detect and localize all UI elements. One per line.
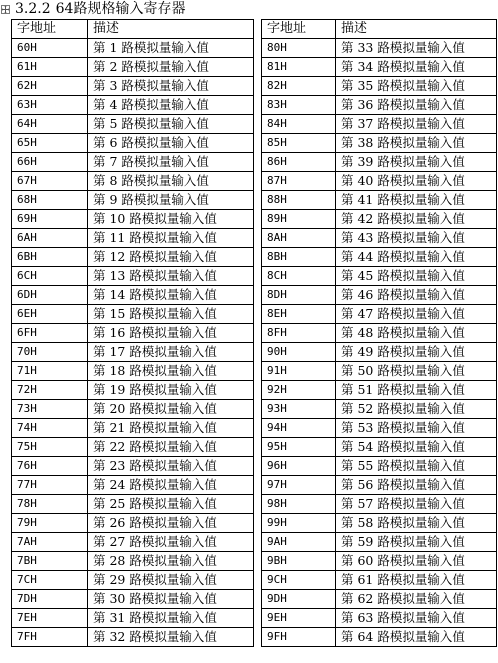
- description-cell-left: 第 8 路模拟量输入值: [88, 172, 254, 191]
- column-gap: [254, 400, 262, 419]
- column-gap: [254, 609, 262, 628]
- address-cell-left: 7EH: [12, 609, 88, 628]
- description-cell-right: 第 36 路模拟量输入值: [336, 96, 497, 115]
- table-row: [12, 96, 497, 115]
- address-cell-right: 8EH: [262, 305, 336, 324]
- table-row: [12, 457, 497, 476]
- address-cell-left: 6FH: [12, 324, 88, 343]
- table-row: [12, 438, 497, 457]
- column-gap: [254, 305, 262, 324]
- table-row: [12, 305, 497, 324]
- table-row: [12, 628, 497, 647]
- table-row: [12, 609, 497, 628]
- address-cell-right: 94H: [262, 419, 336, 438]
- address-cell-right: 87H: [262, 172, 336, 191]
- column-gap: [254, 210, 262, 229]
- description-cell-left: 第 16 路模拟量输入值: [88, 324, 254, 343]
- table-row: [12, 590, 497, 609]
- column-gap: [254, 571, 262, 590]
- table-move-handle-icon[interactable]: [1, 5, 10, 14]
- column-gap: [254, 115, 262, 134]
- description-cell-right: 第 41 路模拟量输入值: [336, 191, 497, 210]
- address-cell-left: 6BH: [12, 248, 88, 267]
- table-row: [12, 191, 497, 210]
- address-cell-left: 71H: [12, 362, 88, 381]
- table-row: [12, 343, 497, 362]
- address-cell-left: 79H: [12, 514, 88, 533]
- table-row: [12, 172, 497, 191]
- table-row: [12, 267, 497, 286]
- description-cell-right: 第 59 路模拟量输入值: [336, 533, 497, 552]
- table-row: [12, 514, 497, 533]
- address-cell-left: 7AH: [12, 533, 88, 552]
- description-cell-left: 第 1 路模拟量输入值: [88, 39, 254, 58]
- address-cell-left: 7DH: [12, 590, 88, 609]
- address-cell-left: 76H: [12, 457, 88, 476]
- description-cell-left: 第 22 路模拟量输入值: [88, 438, 254, 457]
- column-gap: [254, 552, 262, 571]
- table-row: [12, 39, 497, 58]
- address-cell-left: 77H: [12, 476, 88, 495]
- table-row: [12, 115, 497, 134]
- description-cell-right: 第 58 路模拟量输入值: [336, 514, 497, 533]
- address-cell-left: 68H: [12, 191, 88, 210]
- column-gap: [254, 324, 262, 343]
- column-gap: [254, 286, 262, 305]
- table-row: [12, 533, 497, 552]
- address-cell-right: 8AH: [262, 229, 336, 248]
- address-cell-right: 83H: [262, 96, 336, 115]
- table-row: [12, 153, 497, 172]
- description-cell-right: 第 35 路模拟量输入值: [336, 77, 497, 96]
- address-cell-left: 6AH: [12, 229, 88, 248]
- description-cell-right: 第 54 路模拟量输入值: [336, 438, 497, 457]
- address-cell-right: 8DH: [262, 286, 336, 305]
- description-cell-right: 第 50 路模拟量输入值: [336, 362, 497, 381]
- column-gap: [254, 172, 262, 191]
- section-title: 64路规格输入寄存器: [55, 1, 186, 17]
- address-cell-right: 89H: [262, 210, 336, 229]
- address-cell-left: 67H: [12, 172, 88, 191]
- column-gap: [254, 343, 262, 362]
- description-cell-left: 第 5 路模拟量输入值: [88, 115, 254, 134]
- address-cell-left: 6EH: [12, 305, 88, 324]
- address-cell-left: 61H: [12, 58, 88, 77]
- description-cell-left: 第 2 路模拟量输入值: [88, 58, 254, 77]
- description-cell-right: 第 49 路模拟量输入值: [336, 343, 497, 362]
- description-cell-right: 第 57 路模拟量输入值: [336, 495, 497, 514]
- description-cell-left: 第 26 路模拟量输入值: [88, 514, 254, 533]
- description-cell-left: 第 10 路模拟量输入值: [88, 210, 254, 229]
- column-gap: [254, 153, 262, 172]
- column-gap: [254, 20, 262, 39]
- address-cell-left: 70H: [12, 343, 88, 362]
- description-cell-left: 第 11 路模拟量输入值: [88, 229, 254, 248]
- description-cell-right: 第 61 路模拟量输入值: [336, 571, 497, 590]
- table-row: [12, 400, 497, 419]
- address-cell-right: 85H: [262, 134, 336, 153]
- address-cell-right: 92H: [262, 381, 336, 400]
- description-cell-left: 第 17 路模拟量输入值: [88, 343, 254, 362]
- table-header-row: [12, 20, 497, 39]
- address-cell-left: 69H: [12, 210, 88, 229]
- description-cell-left: 第 7 路模拟量输入值: [88, 153, 254, 172]
- address-cell-right: 8CH: [262, 267, 336, 286]
- description-cell-left: 第 29 路模拟量输入值: [88, 571, 254, 590]
- column-gap: [254, 362, 262, 381]
- address-cell-right: 9BH: [262, 552, 336, 571]
- description-cell-left: 第 3 路模拟量输入值: [88, 77, 254, 96]
- header-address-left: 字地址: [12, 20, 88, 39]
- address-cell-right: 97H: [262, 476, 336, 495]
- column-gap: [254, 476, 262, 495]
- column-gap: [254, 514, 262, 533]
- address-cell-right: 98H: [262, 495, 336, 514]
- table-row: [12, 229, 497, 248]
- description-cell-right: 第 42 路模拟量输入值: [336, 210, 497, 229]
- address-cell-left: 7CH: [12, 571, 88, 590]
- description-cell-right: 第 64 路模拟量输入值: [336, 628, 497, 647]
- column-gap: [254, 438, 262, 457]
- description-cell-right: 第 43 路模拟量输入值: [336, 229, 497, 248]
- address-cell-right: 88H: [262, 191, 336, 210]
- column-gap: [254, 248, 262, 267]
- description-cell-left: 第 23 路模拟量输入值: [88, 457, 254, 476]
- description-cell-left: 第 18 路模拟量输入值: [88, 362, 254, 381]
- description-cell-left: 第 6 路模拟量输入值: [88, 134, 254, 153]
- address-cell-left: 7BH: [12, 552, 88, 571]
- header-description-right: 描述: [336, 20, 497, 39]
- address-cell-left: 62H: [12, 77, 88, 96]
- description-cell-right: 第 52 路模拟量输入值: [336, 400, 497, 419]
- address-cell-right: 82H: [262, 77, 336, 96]
- description-cell-right: 第 38 路模拟量输入值: [336, 134, 497, 153]
- address-cell-left: 6CH: [12, 267, 88, 286]
- description-cell-left: 第 13 路模拟量输入值: [88, 267, 254, 286]
- description-cell-left: 第 25 路模拟量输入值: [88, 495, 254, 514]
- description-cell-right: 第 46 路模拟量输入值: [336, 286, 497, 305]
- description-cell-left: 第 30 路模拟量输入值: [88, 590, 254, 609]
- address-cell-right: 81H: [262, 58, 336, 77]
- column-gap: [254, 191, 262, 210]
- address-cell-right: 86H: [262, 153, 336, 172]
- table-row: [12, 286, 497, 305]
- header-address-right: 字地址: [262, 20, 336, 39]
- description-cell-right: 第 56 路模拟量输入值: [336, 476, 497, 495]
- table-row: [12, 495, 497, 514]
- column-gap: [254, 229, 262, 248]
- description-cell-left: 第 12 路模拟量输入值: [88, 248, 254, 267]
- description-cell-left: 第 27 路模拟量输入值: [88, 533, 254, 552]
- section-heading: [0, 0, 498, 18]
- column-gap: [254, 39, 262, 58]
- column-gap: [254, 77, 262, 96]
- description-cell-left: 第 20 路模拟量输入值: [88, 400, 254, 419]
- table-row: [12, 362, 497, 381]
- description-cell-left: 第 4 路模拟量输入值: [88, 96, 254, 115]
- table-row: [12, 476, 497, 495]
- description-cell-left: 第 32 路模拟量输入值: [88, 628, 254, 647]
- description-cell-right: 第 60 路模拟量输入值: [336, 552, 497, 571]
- address-cell-right: 8BH: [262, 248, 336, 267]
- description-cell-right: 第 44 路模拟量输入值: [336, 248, 497, 267]
- description-cell-right: 第 37 路模拟量输入值: [336, 115, 497, 134]
- header-description-left: 描述: [88, 20, 254, 39]
- address-cell-left: 78H: [12, 495, 88, 514]
- description-cell-left: 第 9 路模拟量输入值: [88, 191, 254, 210]
- description-cell-right: 第 53 路模拟量输入值: [336, 419, 497, 438]
- column-gap: [254, 267, 262, 286]
- column-gap: [254, 533, 262, 552]
- address-cell-left: 7FH: [12, 628, 88, 647]
- description-cell-left: 第 14 路模拟量输入值: [88, 286, 254, 305]
- description-cell-left: 第 24 路模拟量输入值: [88, 476, 254, 495]
- address-cell-left: 65H: [12, 134, 88, 153]
- description-cell-right: 第 34 路模拟量输入值: [336, 58, 497, 77]
- register-table: [11, 19, 497, 647]
- column-gap: [254, 381, 262, 400]
- address-cell-left: 60H: [12, 39, 88, 58]
- table-row: [12, 419, 497, 438]
- address-cell-right: 8FH: [262, 324, 336, 343]
- description-cell-right: 第 47 路模拟量输入值: [336, 305, 497, 324]
- address-cell-right: 90H: [262, 343, 336, 362]
- address-cell-left: 66H: [12, 153, 88, 172]
- description-cell-right: 第 39 路模拟量输入值: [336, 153, 497, 172]
- column-gap: [254, 96, 262, 115]
- description-cell-right: 第 48 路模拟量输入值: [336, 324, 497, 343]
- address-cell-left: 72H: [12, 381, 88, 400]
- address-cell-right: 99H: [262, 514, 336, 533]
- address-cell-left: 74H: [12, 419, 88, 438]
- address-cell-right: 9AH: [262, 533, 336, 552]
- description-cell-left: 第 19 路模拟量输入值: [88, 381, 254, 400]
- address-cell-right: 84H: [262, 115, 336, 134]
- description-cell-left: 第 31 路模拟量输入值: [88, 609, 254, 628]
- address-cell-right: 9EH: [262, 609, 336, 628]
- column-gap: [254, 495, 262, 514]
- table-row: [12, 552, 497, 571]
- column-gap: [254, 134, 262, 153]
- address-cell-left: 73H: [12, 400, 88, 419]
- address-cell-right: 9DH: [262, 590, 336, 609]
- address-cell-right: 80H: [262, 39, 336, 58]
- table-row: [12, 324, 497, 343]
- column-gap: [254, 419, 262, 438]
- section-number: 3.2.2: [15, 1, 51, 17]
- description-cell-right: 第 55 路模拟量输入值: [336, 457, 497, 476]
- description-cell-right: 第 62 路模拟量输入值: [336, 590, 497, 609]
- address-cell-left: 6DH: [12, 286, 88, 305]
- address-cell-right: 96H: [262, 457, 336, 476]
- description-cell-left: 第 15 路模拟量输入值: [88, 305, 254, 324]
- address-cell-right: 9CH: [262, 571, 336, 590]
- address-cell-left: 63H: [12, 96, 88, 115]
- column-gap: [254, 58, 262, 77]
- column-gap: [254, 457, 262, 476]
- column-gap: [254, 590, 262, 609]
- table-row: [12, 134, 497, 153]
- address-cell-right: 91H: [262, 362, 336, 381]
- column-gap: [254, 628, 262, 647]
- description-cell-right: 第 45 路模拟量输入值: [336, 267, 497, 286]
- description-cell-right: 第 63 路模拟量输入值: [336, 609, 497, 628]
- description-cell-right: 第 51 路模拟量输入值: [336, 381, 497, 400]
- table-row: [12, 58, 497, 77]
- description-cell-left: 第 21 路模拟量输入值: [88, 419, 254, 438]
- address-cell-left: 75H: [12, 438, 88, 457]
- table-row: [12, 210, 497, 229]
- description-cell-left: 第 28 路模拟量输入值: [88, 552, 254, 571]
- address-cell-right: 9FH: [262, 628, 336, 647]
- table-row: [12, 77, 497, 96]
- description-cell-right: 第 40 路模拟量输入值: [336, 172, 497, 191]
- address-cell-right: 95H: [262, 438, 336, 457]
- address-cell-left: 64H: [12, 115, 88, 134]
- table-row: [12, 571, 497, 590]
- address-cell-right: 93H: [262, 400, 336, 419]
- table-row: [12, 248, 497, 267]
- table-row: [12, 381, 497, 400]
- description-cell-right: 第 33 路模拟量输入值: [336, 39, 497, 58]
